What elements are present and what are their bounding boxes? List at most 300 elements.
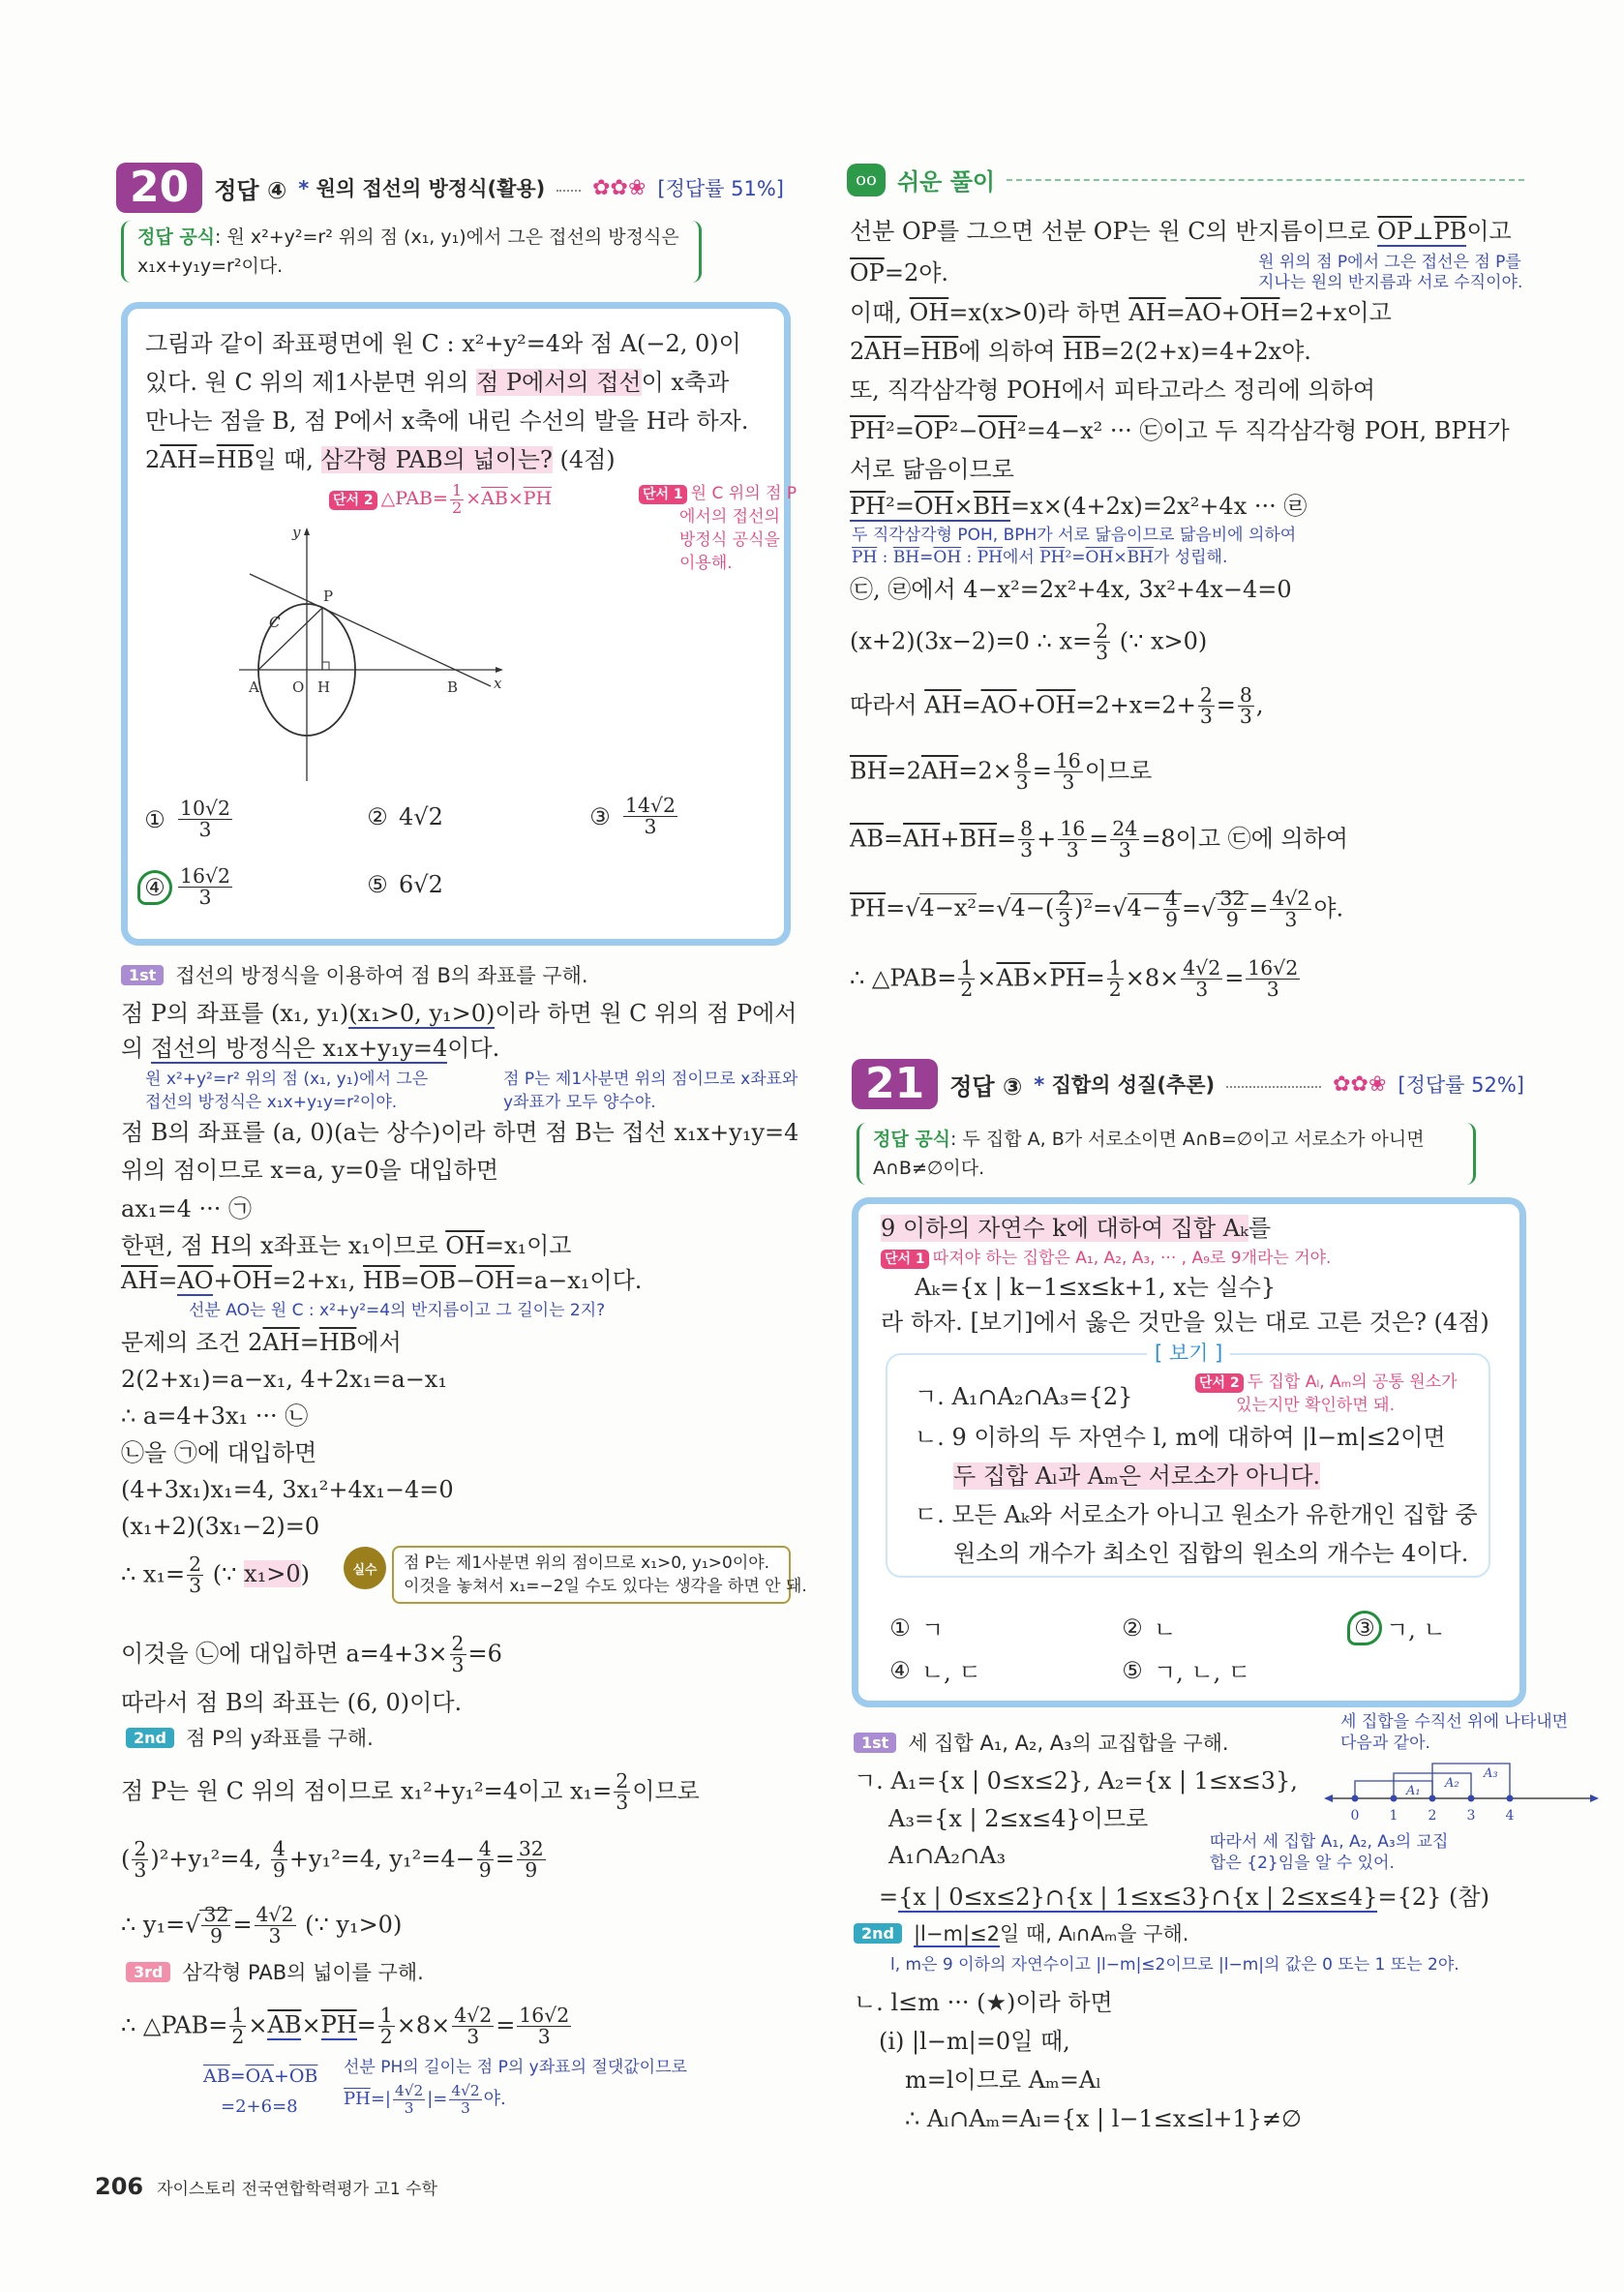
step-badge: 1st (854, 1733, 896, 1753)
set-label: A₁ (1406, 1784, 1421, 1798)
fraction (229, 2006, 246, 2048)
choice-1[interactable] (888, 1611, 944, 1644)
highlight (476, 369, 642, 396)
underline (898, 1884, 1377, 1913)
fraction (1058, 819, 1087, 861)
math-text: ∴ x₁= (121, 1560, 186, 1588)
math-text: 4−x² (919, 894, 977, 922)
math-text: 점 B의 좌표를 (a, 0)(a는 상수)이라 하면 점 B는 접선 x₁x+y₁y=4 (121, 1119, 799, 1146)
math-text: (4+3x₁)x₁=4, 3x₁²+4x₁−4=0 (121, 1476, 454, 1503)
denominator: 3 (616, 1791, 629, 1815)
denominator: 3 (1284, 908, 1298, 932)
denominator: 3 (1195, 978, 1209, 1002)
denominator: 3 (1062, 770, 1075, 795)
math-text: (x₁+2)(3x₁−2)=0 (121, 1513, 320, 1540)
solution-line (121, 1839, 548, 1882)
overline-segment: $\overline{AO}$ (1185, 299, 1221, 326)
math-text: (x₁>0, y₁>0) (348, 1000, 496, 1027)
numerator: 2 (189, 1553, 202, 1576)
mistake-note (392, 1546, 807, 1604)
math-text: ×8× (396, 2011, 451, 2039)
solution-line (121, 997, 797, 1030)
choice-value (921, 1653, 981, 1687)
choice-number: ② (367, 803, 388, 830)
label-y: y (292, 524, 301, 541)
math-text: ²= (886, 493, 915, 520)
bogi-item (915, 1421, 1446, 1454)
math-text: + (1220, 299, 1241, 326)
square-root (905, 893, 977, 921)
math-text: A₁∩A₂∩A₃ (888, 1842, 1007, 1869)
fraction (1246, 958, 1300, 1001)
denominator: 2 (451, 498, 463, 517)
overline-segment: $\overline{HB}$ (363, 1267, 401, 1294)
math-text: (i) |l−m|=0일 때, (879, 2028, 1070, 2055)
math-text: 만나는 점을 B, 점 P에서 x축에 내린 수선의 발을 H라 하자. (145, 407, 749, 435)
fraction (614, 1771, 630, 1814)
overline-segment: $\overline{OH}$ (445, 1232, 485, 1259)
right-angle-mark (322, 662, 329, 670)
math-text: 2(2+x₁)=a−x₁, 4+2x₁=a−x₁ (121, 1366, 447, 1393)
math-text: = (977, 894, 997, 922)
radical-sign: √ (905, 894, 920, 922)
math-text: 이라 하면 원 C 위의 점 P에서 (495, 1000, 797, 1027)
set-label: A₃ (1484, 1766, 1498, 1781)
denominator: 3 (461, 2098, 470, 2117)
solution-line (850, 819, 1348, 861)
math-text: 원소의 개수가 최소인 집합의 원소의 개수는 4이다. (953, 1540, 1469, 1567)
denominator: 2 (231, 2025, 245, 2049)
solution-line (121, 2006, 573, 2048)
numerator: 14√2 (625, 794, 676, 817)
math-text: = (883, 825, 904, 853)
hint-1 (639, 482, 797, 575)
math-text: =2+x이고 (1279, 299, 1392, 326)
overline-segment: $\overline{OH}$ (1240, 299, 1280, 326)
math-text: =2야. (884, 259, 949, 286)
numerator: 4√2 (454, 2004, 493, 2027)
denominator: 3 (451, 1653, 465, 1677)
choice-value (1154, 1611, 1176, 1644)
square-root (1112, 887, 1182, 932)
denominator: 3 (134, 1858, 147, 1883)
math-text: = (1032, 757, 1052, 785)
solution-line (888, 1802, 1148, 1835)
step-badge: 2nd (854, 1923, 902, 1944)
solution-line (121, 1554, 310, 1597)
hint-text: 방정식 공식을 (679, 530, 780, 550)
problem-line (145, 443, 616, 476)
math-text: + (213, 1267, 233, 1294)
solution-line (121, 1400, 308, 1432)
choice-4-selected[interactable] (143, 866, 234, 909)
note: 선분 PH의 길이는 점 P의 y좌표의 절댓값이므로 (344, 2058, 687, 2077)
math-text: = (1181, 894, 1202, 922)
answer: 정답 ③ (949, 1072, 1023, 1101)
overline-segment: $\overline{PH}$ (523, 488, 553, 509)
overline-segment: $\overline{AB}$ (267, 2011, 302, 2039)
math-text: =2× (958, 757, 1012, 785)
math-text: 4−( (1010, 894, 1055, 922)
math-text: 따라서 (850, 691, 925, 719)
answer: 정답 ④ (214, 176, 287, 204)
math-text: 야. (1313, 894, 1344, 922)
solution-line (850, 256, 948, 289)
fraction (958, 958, 975, 1001)
solution-line (850, 958, 1302, 1001)
solution-line (905, 2064, 1101, 2096)
overline-segment: $\overline{HB}$ (1063, 338, 1100, 365)
note-text: 다음과 같아. (1340, 1734, 1430, 1753)
math-text: = (356, 2011, 376, 2039)
math-text: =6 (467, 1640, 502, 1668)
math-text: 선분 OP를 그으면 선분 OP는 원 C의 반지름이므로 (850, 218, 1378, 245)
overline-segment: $\overline{OP}$ (1377, 218, 1412, 245)
hint-text: 에서의 접선의 (679, 507, 780, 527)
overline-segment: $\overline{AB}$ (203, 2066, 230, 2087)
hint-2 (1195, 1371, 1458, 1417)
math-text: =x(x>0)라 하면 (948, 299, 1129, 326)
math-text: =x×(4+2x)=2x²+4x ··· ㉣ (1010, 493, 1308, 520)
bogi-item (915, 1498, 1478, 1531)
math-text: 이고 (1466, 218, 1512, 245)
math-text: = (1224, 964, 1245, 992)
correct-rate: [정답률 51%] (657, 177, 784, 200)
math-text: ×8× (1125, 964, 1180, 992)
overline-segment: $\overline{OH}$ (977, 417, 1017, 444)
solution-line (850, 414, 1510, 447)
label-c: C (269, 614, 281, 631)
overline-segment: $\overline{HB}$ (216, 446, 255, 473)
hint-tag: 단서 2 (329, 491, 377, 510)
highlight (321, 446, 553, 473)
radicand (1010, 887, 1094, 932)
math-text: 일 때, Aₗ∩Aₘ을 구해. (999, 1922, 1189, 1945)
tick-label: 0 (1350, 1808, 1360, 1824)
math-text: =x₁이고 (484, 1232, 572, 1259)
overline-segment: $\overline{AH}$ (903, 825, 941, 853)
overline-segment: $\overline{AO}$ (177, 1267, 214, 1294)
q20-header (116, 163, 784, 213)
choice-4[interactable] (888, 1653, 981, 1687)
hint-tag: 단서 2 (1195, 1373, 1244, 1393)
solution-line (879, 1881, 1489, 1914)
note (145, 1068, 428, 1114)
math-text: 4− (1127, 894, 1161, 922)
math-text: ⊥ (1412, 218, 1434, 245)
fraction (1014, 751, 1031, 794)
math-text: (∵ (205, 1560, 245, 1588)
math-text: ( (121, 1845, 131, 1873)
math-text: ²=4−x² ··· ㉢이고 두 직각삼각형 POH, BPH가 (1016, 417, 1510, 444)
denominator: 3 (1020, 838, 1034, 862)
fraction (1094, 621, 1110, 664)
underline (151, 1035, 447, 1064)
fraction (178, 866, 232, 909)
denominator: 3 (1015, 770, 1029, 795)
fraction (1163, 889, 1180, 931)
q21-header (852, 1059, 1524, 1109)
numerator: 4√2 (394, 2082, 424, 2100)
math-text: ㄴ. l≤m ··· (★)이라 하면 (854, 1989, 1113, 2016)
fraction (1198, 685, 1215, 728)
math-text: A₃={x | 2≤x≤4}이므로 (888, 1805, 1149, 1832)
overline-segment: $\overline{OB}$ (288, 2066, 318, 2087)
overline-segment: $\overline{OH}$ (1085, 548, 1114, 567)
math-text: ㉢, ㉣에서 4−x²=2x²+4x, 3x²+4x−4=0 (850, 576, 1292, 603)
bogi-item (953, 1460, 1320, 1493)
choice-value (176, 799, 234, 841)
tick-label: 3 (1466, 1808, 1476, 1824)
easy-solution-title: 쉬운 풀이 (897, 168, 996, 196)
numerator: 2 (1058, 887, 1071, 910)
radicand (1127, 887, 1182, 932)
solution-line (850, 573, 1292, 606)
numerator: 32 (518, 1837, 544, 1860)
solution-line (850, 453, 1014, 486)
step-badge: 1st (121, 965, 164, 985)
note-text: 따라서 세 집합 A₁, A₂, A₃의 교집 (1210, 1832, 1449, 1852)
problem-line (915, 1271, 1276, 1304)
choice-number: ① (144, 805, 165, 833)
overline-segment: $\overline{BH}$ (959, 825, 998, 853)
answer-formula (857, 1123, 1476, 1185)
highlight (244, 1560, 301, 1587)
numerator: 4√2 (256, 1903, 294, 1926)
arrow-right-icon (1590, 1794, 1599, 1802)
arrow-left-icon (1324, 1794, 1333, 1802)
overline-segment: $\overline{PH}$ (344, 2089, 371, 2109)
overline-segment: $\overline{OP}$ (850, 259, 885, 286)
math-text: 위의 점이므로 x=a, y=0을 대입하면 (121, 1157, 499, 1184)
math-text: 또, 직각삼각형 POH에서 피타고라스 정리에 의하여 (850, 377, 1376, 404)
math-text: 9 이하의 자연수 k에 대하여 집합 Aₖ (881, 1215, 1248, 1242)
label-b: B (447, 679, 459, 696)
math-text: 를 (1248, 1215, 1272, 1242)
choice-value (621, 796, 679, 838)
choice-value (399, 803, 443, 830)
note (1258, 253, 1522, 293)
denominator: 2 (379, 2025, 393, 2049)
denominator: 3 (198, 886, 212, 910)
note: 두 직각삼각형 POH, BPH가 서로 닮음이므로 닮음비에 의하여 (852, 526, 1297, 545)
math-text: 점 P의 좌표를 (x₁, y₁) (121, 1000, 349, 1027)
numerator: 16 (1060, 817, 1086, 840)
formula-text: A∩B≠∅이다. (873, 1158, 985, 1179)
step-badge: 3rd (126, 1962, 170, 1982)
math-text: = (886, 894, 906, 922)
overline-segment: $\overline{PB}$ (1433, 218, 1467, 245)
math-text: 의 (121, 1035, 151, 1062)
fraction (378, 2006, 395, 2048)
choice-number: ② (1122, 1613, 1143, 1642)
solution-line (888, 1839, 1006, 1872)
answer-formula (121, 221, 702, 283)
note (1340, 1711, 1568, 1754)
fraction (477, 1839, 494, 1882)
note-text: 접선의 방정식은 x₁x+y₁y=r²이야. (145, 1093, 398, 1112)
denominator: 3 (1118, 838, 1131, 862)
choice-1[interactable] (143, 799, 234, 841)
math-text: = (400, 1267, 420, 1294)
overline-segment: $\overline{PH}$ (1039, 548, 1066, 567)
underline (321, 2011, 357, 2040)
circle-tangent-figure (223, 518, 513, 789)
note (852, 546, 1227, 569)
hint-text (380, 480, 553, 517)
overline-segment: $\overline{AH}$ (920, 757, 959, 785)
underline (1377, 218, 1466, 247)
numerator: 1 (379, 2004, 393, 2027)
step-title: 삼각형 PAB의 넓이를 구해. (182, 1961, 424, 1984)
math-text: ㄴ, ㄷ (921, 1659, 981, 1686)
overline-segment: $\overline{AH}$ (1128, 299, 1166, 326)
math-text: 야. (483, 2089, 506, 2109)
step-3 (126, 1957, 424, 1986)
choice-value (176, 866, 234, 909)
underline (850, 493, 1010, 522)
math-text: × (248, 2011, 268, 2039)
numerator: 16√2 (1248, 956, 1299, 980)
solution-line (905, 2102, 1302, 2135)
math-text: (4점) (552, 446, 616, 473)
hint-text: 따져야 하는 집합은 A₁, A₂, (932, 1249, 1128, 1268)
hint-tag: 단서 1 (881, 1250, 929, 1269)
solution-line (121, 1905, 402, 1947)
denominator: 3 (1058, 908, 1071, 932)
easy-solution-header (847, 163, 1524, 196)
solution-line (121, 1510, 319, 1543)
step-badge: 2nd (126, 1728, 174, 1748)
choice-value (921, 1611, 944, 1644)
math-text: x₁>0 (244, 1560, 301, 1588)
numerator: 4√2 (1183, 956, 1221, 980)
math-text: +y₁²=4, y₁²=4− (288, 1845, 475, 1873)
radical-sign: √ (185, 1911, 200, 1939)
math-text: = (232, 1911, 253, 1939)
note-text: 지나는 원의 반지름과 서로 수직이야. (1258, 273, 1523, 292)
page-number: 206 (95, 2173, 144, 2200)
math-text: = (879, 1884, 899, 1911)
problem-line (145, 405, 748, 437)
math-text: 있다. 원 C 위의 제1사분면 위의 (145, 369, 477, 396)
choice-3[interactable] (588, 796, 679, 838)
math-text: = (496, 2011, 516, 2039)
label-p: P (323, 588, 334, 605)
radicand (199, 1903, 232, 1948)
math-text: × (301, 2011, 321, 2039)
step-title: 세 집합 A₁, A₂, A₃의 교집합을 구해. (908, 1732, 1229, 1755)
overline-segment: $\overline{AB}$ (850, 825, 884, 853)
denominator: 3 (198, 818, 212, 842)
arrow-icon (304, 528, 310, 535)
math-text: = (1093, 894, 1113, 922)
label-o: O (292, 679, 305, 696)
math-text: 한편, 점 H의 x좌표는 x₁이므로 (121, 1232, 446, 1259)
numerator: 8 (1239, 683, 1252, 707)
step-2 (854, 1918, 1188, 1947)
solution-line (850, 296, 1392, 329)
choice-3-selected[interactable] (1353, 1611, 1446, 1644)
math-text: ㄱ, ㄴ, ㄷ (1154, 1659, 1251, 1686)
fraction (517, 2006, 571, 2048)
difficulty-stars-icon: ✿✿❀ (1333, 1071, 1387, 1097)
note-text: 점 P는 제1사분면 위의 점이므로 x좌표와 (503, 1070, 798, 1089)
math-text: ={2} (참) (1377, 1884, 1489, 1911)
math-text: 2 (145, 446, 161, 473)
problem-line (881, 1306, 1489, 1339)
step-title (914, 1918, 1188, 1947)
math-text: 접선의 방정식은 x₁x+y₁y=4 (150, 1035, 448, 1062)
numerator: 2 (134, 1837, 147, 1860)
math-text: , (1255, 691, 1264, 719)
denominator: 9 (209, 1924, 223, 1948)
denominator: 2 (1108, 978, 1122, 1002)
underline (267, 2011, 301, 2040)
solution-line (121, 1686, 462, 1719)
fraction (1018, 819, 1035, 861)
overline-segment: $\overline{PH}$ (850, 417, 887, 444)
choice-5[interactable] (366, 871, 443, 898)
tick-label: 2 (1428, 1808, 1437, 1824)
fraction (452, 2006, 494, 2048)
choice-5[interactable] (1121, 1653, 1250, 1687)
leader-dots (1226, 1086, 1321, 1088)
radicand (919, 893, 977, 921)
numerator: 32 (203, 1903, 229, 1926)
numerator: 10√2 (180, 797, 230, 820)
radical-sign: √ (1112, 894, 1128, 922)
overline-segment: $\overline{OH}$ (914, 493, 954, 520)
denominator: 3 (1199, 705, 1213, 729)
choice-number: ③ (589, 802, 611, 830)
square-root (996, 887, 1094, 932)
choice-2[interactable] (366, 803, 443, 830)
math-text: × (1030, 964, 1050, 992)
problem-line (145, 327, 741, 360)
choice-2[interactable] (1121, 1611, 1176, 1644)
math-text: × (1113, 548, 1128, 567)
solution-line (879, 2025, 1070, 2058)
solution-line (850, 889, 1343, 931)
fraction (393, 2083, 425, 2115)
math-text: ∴ a=4+3x₁ ··· ㉡ (121, 1402, 309, 1430)
overline-segment: $\overline{AB}$ (481, 488, 508, 509)
overline-segment: $\overline{AH}$ (121, 1267, 159, 1294)
highlight (953, 1463, 1320, 1490)
math-text: + (1016, 691, 1037, 719)
numerator: 1 (231, 2004, 245, 2027)
math-text: ²= (886, 417, 915, 444)
fraction (1054, 751, 1083, 794)
math-text: = (158, 1267, 178, 1294)
overline-segment: $\overline{HB}$ (920, 338, 959, 365)
tick-label: 4 (1505, 1808, 1515, 1824)
fraction (450, 480, 464, 517)
math-text: |= (427, 2089, 448, 2109)
math-text: =2+x₁, (272, 1267, 364, 1294)
solution-line (121, 1116, 798, 1149)
note-text: 점 P는 제1사분면 위의 점이므로 x₁>0, y₁>0이야. (404, 1553, 770, 1573)
numerator: 4√2 (1272, 887, 1310, 910)
bogi-title: [ 보기 ] (1147, 1341, 1230, 1366)
hint-text: A₃, ··· , A₉로 9개라는 거야. (1131, 1249, 1332, 1268)
underline (348, 1000, 495, 1029)
math-text: 가 성립해. (1153, 548, 1228, 567)
math-text: {x | 0≤x≤2}∩{x | 1≤x≤3}∩{x | 2≤x≤4} (898, 1884, 1378, 1911)
choice-value (1154, 1653, 1250, 1687)
math-text: 에서 (356, 1329, 402, 1356)
